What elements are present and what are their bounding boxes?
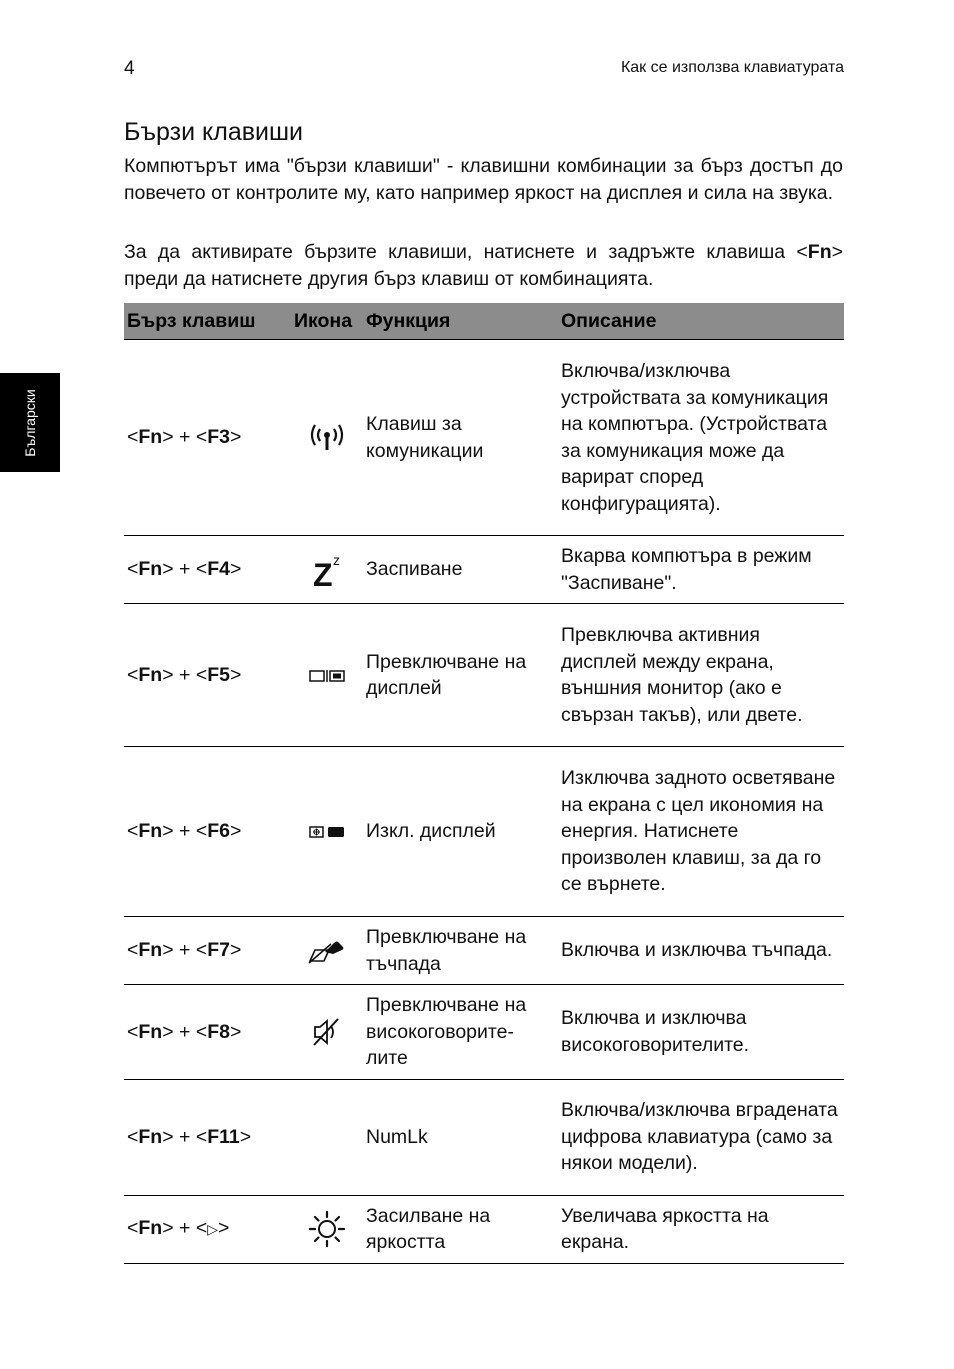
description-cell: Включва/изключва вградената цифрова клавиатура (само за някои модели). (558, 1079, 844, 1195)
header-hotkey: Бърз клавиш (124, 303, 291, 340)
function-key: F8 (207, 1020, 230, 1043)
hotkey-cell: <Fn> + <F11> (124, 1079, 291, 1195)
brightness-up-icon (308, 1210, 346, 1248)
instruction-text-before: За да активирате бързите клавиши, натиснете и задръжте клавиша < (124, 241, 808, 263)
instruction-text-after: > преди да натиснете другия бърз клавиш от комбинацията. (124, 241, 843, 290)
hotkey-cell: <Fn> + <F4> (124, 536, 291, 604)
hotkey-table (124, 303, 844, 1264)
speaker-mute-icon (310, 1017, 344, 1047)
language-side-tab (0, 373, 60, 472)
description-cell: Включва и изключва високоговорителите. (558, 985, 844, 1080)
header-icon: Икона (291, 303, 363, 340)
page-number: 4 (124, 58, 135, 79)
description-cell: Включва и изключва тъчпада. (558, 917, 844, 985)
function-cell: Засилване на яркостта (363, 1195, 558, 1263)
display-off-icon (307, 824, 347, 840)
icon-cell (291, 747, 363, 917)
hotkey-cell: <Fn> + <F6> (124, 747, 291, 917)
icon-cell (291, 340, 363, 536)
fn-key: Fn (138, 663, 163, 686)
touchpad-toggle-icon (307, 938, 347, 964)
table-row (124, 340, 844, 536)
fn-key: Fn (138, 1020, 163, 1043)
table-header-row (124, 303, 844, 340)
function-cell: Превключване на дисплей (363, 604, 558, 747)
description-cell: Включва/изключва устройствата за комуникация на компютъра. (Устройствата за комуникация може да варират според конфигурацията). (558, 340, 844, 536)
function-key: F4 (207, 558, 230, 581)
hotkey-cell: <Fn> + <F8> (124, 985, 291, 1080)
right-arrow-key: ▷ (207, 1221, 218, 1238)
table-row (124, 1079, 844, 1195)
svg-text:z: z (333, 551, 340, 568)
table-row (124, 604, 844, 747)
function-cell: Клавиш за комуникации (363, 340, 558, 536)
function-key: F5 (207, 663, 230, 686)
description-cell: Вкарва компютъра в режим "Заспиване". (558, 536, 844, 604)
icon-cell (291, 536, 363, 604)
display-toggle-icon (307, 668, 347, 684)
fn-key: Fn (138, 1125, 163, 1148)
table-row (124, 917, 844, 985)
sleep-zz-icon (309, 551, 345, 589)
table-row (124, 747, 844, 917)
table-row (124, 985, 844, 1080)
section-title: Бързи клавиши (124, 118, 304, 146)
hotkey-cell: <Fn> + <F7> (124, 917, 291, 985)
function-key: F7 (207, 939, 230, 962)
hotkey-cell: <Fn> + <F3> (124, 340, 291, 536)
table-row (124, 1195, 844, 1263)
description-cell: Превключва активния дисплей между екрана, външния монитор (ако е свързан такъв), или двете. (558, 604, 844, 747)
icon-cell (291, 985, 363, 1080)
running-header: Как се използва клавиатурата (620, 59, 844, 76)
icon-cell (291, 1195, 363, 1263)
instruction-fn-key: Fn (807, 241, 832, 263)
fn-key: Fn (138, 939, 163, 962)
fn-key: Fn (138, 820, 163, 843)
fn-key: Fn (138, 426, 163, 449)
table-row (124, 536, 844, 604)
hotkey-cell: <Fn> + <▷> (124, 1195, 291, 1263)
fn-key: Fn (138, 1217, 163, 1240)
icon-cell (291, 604, 363, 747)
svg-text:Z: Z (313, 556, 333, 589)
function-key: F11 (207, 1125, 240, 1148)
icon-cell (291, 1079, 363, 1195)
hotkey-cell: <Fn> + <F5> (124, 604, 291, 747)
wireless-communication-icon (307, 422, 347, 454)
intro-paragraph: Компютърът има "бързи клавиши" - клавишни комбинации за бърз достъп до повечето от контролите му, като например яркост на дисплея и сила на звука. (124, 155, 843, 204)
function-key: F3 (207, 426, 230, 449)
description-cell: Увеличава яркостта на екрана. (558, 1195, 844, 1263)
function-cell: Изкл. дисплей (363, 747, 558, 917)
icon-cell (291, 917, 363, 985)
description-cell: Изключва задното осветяване на екрана с цел икономия на енергия. Натиснете произволен клавиш, за да го се върнете. (558, 747, 844, 917)
function-key: F6 (207, 820, 230, 843)
side-tab-label: Български (22, 388, 38, 457)
function-cell: NumLk (363, 1079, 558, 1195)
instruction-paragraph (124, 239, 843, 292)
header-description: Описание (558, 303, 844, 340)
function-cell: Превключване на високоговорите-лите (363, 985, 558, 1080)
function-cell: Заспиване (363, 536, 558, 604)
header-function: Функция (363, 303, 558, 340)
fn-key: Fn (138, 558, 163, 581)
function-cell: Превключване на тъчпада (363, 917, 558, 985)
